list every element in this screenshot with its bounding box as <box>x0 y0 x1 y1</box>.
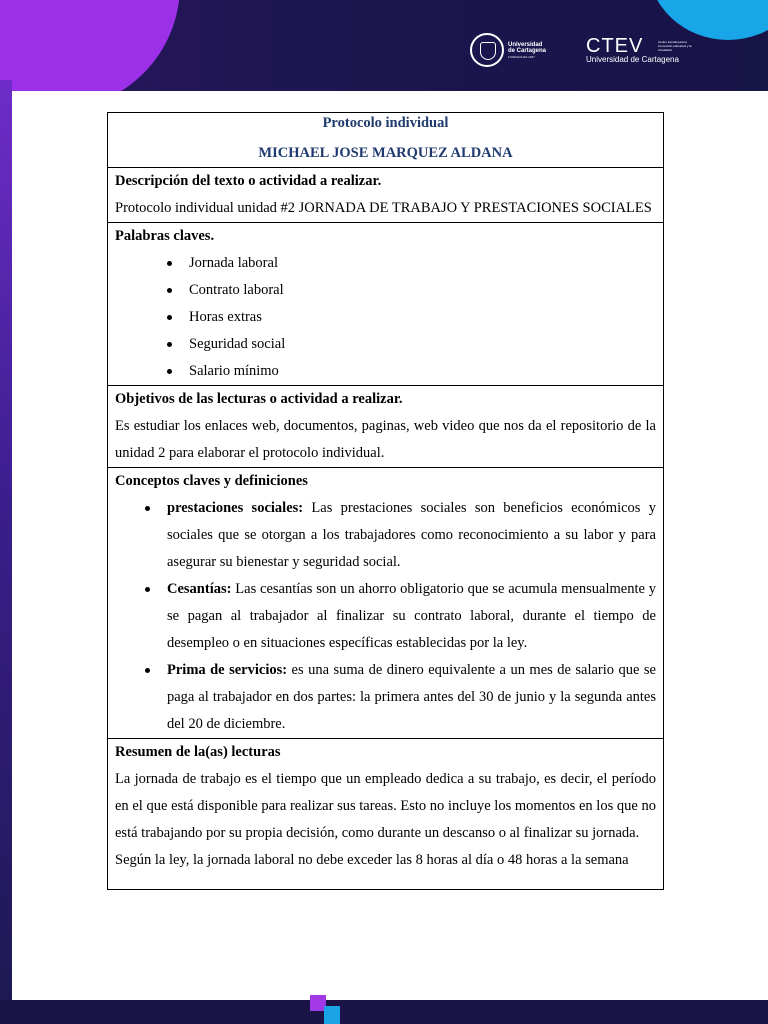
ctev-title: CTEV <box>586 35 644 57</box>
objectives-section <box>108 386 663 468</box>
concept-item <box>139 495 656 576</box>
keyword-item: Jornada laboral <box>161 250 656 277</box>
university-seal-icon <box>470 33 504 67</box>
decorative-cyan-circle <box>648 0 768 40</box>
ctev-subtitle: Universidad de Cartagena <box>586 55 679 64</box>
footer-band <box>0 1000 768 1024</box>
concept-term: prestaciones sociales: <box>167 500 304 516</box>
keyword-item: Contrato laboral <box>161 277 656 304</box>
logo-founded: FUNDADA EN 1827 <box>508 54 535 59</box>
concept-item <box>139 576 656 657</box>
logo-name-line2: de Cartagena <box>508 47 547 54</box>
summary-section <box>108 739 663 889</box>
concepts-label: Conceptos claves y definiciones <box>115 473 308 489</box>
keyword-item: Horas extras <box>161 304 656 331</box>
concepts-list <box>115 495 656 738</box>
universidad-de-cartagena-logo <box>470 33 546 67</box>
decorative-cyan-square <box>324 1006 340 1024</box>
author-name: MICHAEL JOSE MARQUEZ ALDANA <box>258 145 513 161</box>
summary-paragraph-1: La jornada de trabajo es el tiempo que un empleado dedica a su trabajo, es decir, el período en el que está disponible para realizar sus tareas. Esto no incluye los momentos en los que no está trabajando por su propia decisión, como durante un descanso o al finalizar su jornada. <box>115 771 656 841</box>
document-title: Protocolo individual <box>322 115 449 131</box>
left-decorative-strip <box>0 80 12 1024</box>
concept-term: Cesantías: <box>167 581 232 597</box>
concept-definition: Las prestaciones sociales son beneficios económicos y sociales que se otorgan a los trabajadores como reconocimiento a su labor y para asegurar su bienestar y seguridad social. <box>167 500 656 570</box>
objectives-text: Es estudiar los enlaces web, documentos, paginas, web video que nos da el repositorio de la unidad 2 para elaborar el protocolo individual. <box>115 418 656 461</box>
concept-item <box>139 657 656 738</box>
ctev-logo <box>586 35 692 65</box>
logo-name-line1: Universidad <box>508 41 543 48</box>
header-band <box>0 0 768 92</box>
objectives-label: Objetivos de las lecturas o actividad a realizar. <box>115 391 403 407</box>
description-label: Descripción del texto o actividad a realizar. <box>115 173 382 189</box>
decorative-purple-circle <box>0 0 180 92</box>
keyword-item: Seguridad social <box>161 331 656 358</box>
summary-paragraph-2: Según la ley, la jornada laboral no debe exceder las 8 horas al día o 48 horas a la semana <box>115 852 629 868</box>
keywords-list <box>115 250 656 385</box>
keyword-item: Salario mínimo <box>161 358 656 385</box>
description-text: Protocolo individual unidad #2 JORNADA DE TRABAJO Y PRESTACIONES SOCIALES <box>115 200 652 216</box>
title-row <box>108 113 663 168</box>
summary-label: Resumen de la(as) lecturas <box>115 744 281 760</box>
protocol-table <box>107 112 664 890</box>
concept-term: Prima de servicios: <box>167 662 288 678</box>
concept-definition: es una suma de dinero equivalente a un mes de salario que se paga al trabajador en dos partes: la primera antes del 30 de junio y la segunda antes del 20 de diciembre. <box>167 662 656 732</box>
keywords-label: Palabras claves. <box>115 228 215 244</box>
ctev-tagline: Centro tutorial para la innovación educativa y la virtualidad <box>658 40 692 52</box>
concept-definition: Las cesantías son un ahorro obligatorio que se acumula mensualmente y se pagan al trabajador al finalizar su contrato laboral, durante el tiempo de desempleo o en situaciones específicas establecidas por la ley. <box>167 581 656 651</box>
concepts-section <box>108 468 663 739</box>
description-section <box>108 168 663 223</box>
keywords-section <box>108 223 663 386</box>
